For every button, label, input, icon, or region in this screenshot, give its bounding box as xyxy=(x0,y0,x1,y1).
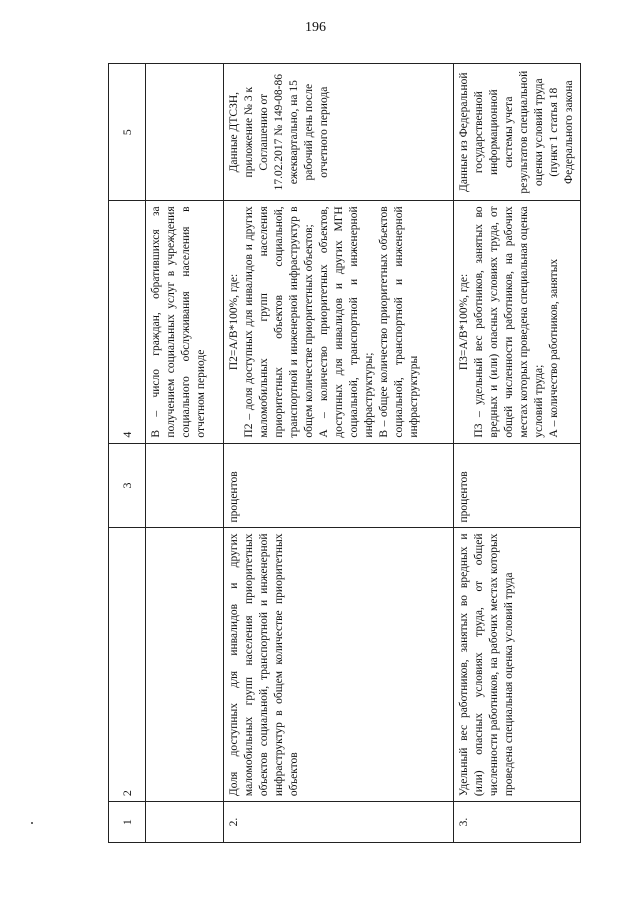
header-col-3: 3 xyxy=(109,443,146,528)
row1-source: Данные ДТСЗН, приложение № 3 к Соглашению от 17.02.2017 № 149-08-86 ежеквартально, на 15 рабочий день после отчетного периода xyxy=(224,64,454,201)
header-col-4: 4 xyxy=(109,201,146,443)
scan-speck xyxy=(31,822,33,824)
row2-def-a: П3 – удельный вес работников, занятых во вредных и (или) опасных условиях труда, от общей численности работников, на рабочих местах которых проведена специальная оценка условий труда; xyxy=(473,206,545,438)
row1-unit: процентов xyxy=(224,443,454,528)
row1-name: Доля доступных для инвалидов и других маломобильных групп населения приоритетных объектов социальной, транспортной и инженерной инфраструктур в общем количестве приоритетных объектов xyxy=(224,528,454,802)
row1-num: 2. xyxy=(224,802,454,843)
table-row xyxy=(454,64,581,843)
rotated-table-container xyxy=(108,63,578,843)
table-row xyxy=(146,64,224,843)
header-col-2: 2 xyxy=(109,528,146,802)
table-row xyxy=(224,64,454,843)
row2-unit: процентов xyxy=(454,443,581,528)
row2-name: Удельный вес работников, занятых во вредных и (или) опасных условиях труда, от общей численности работников, на рабочих местах которых проведена специальная оценка условий труда xyxy=(454,528,581,802)
page-number: 196 xyxy=(305,20,326,35)
indicators-table xyxy=(108,63,581,843)
table-header-row xyxy=(109,64,146,843)
row1-formula: П2=А/В*100%, где: xyxy=(228,273,240,371)
row0-method: В – число граждан, обратившихся за получением социальных услуг в учреждения социального обслуживания населения в отчетном периоде xyxy=(146,201,224,443)
row0-name xyxy=(146,528,224,802)
header-col-5: 5 xyxy=(109,64,146,201)
row1-def-a: П2 – доля доступных для инвалидов и других маломобильных групп населения приоритетных объектов социальной, транспортной и инженерной инфраструктур в общем количестве приоритетных объектов; xyxy=(243,206,315,438)
row2-def-b: А – количество работников, занятых xyxy=(548,258,560,438)
row1-def-b: А – количество приоритетных объектов, доступных для инвалидов и других МГН социальной, транспортной и инженерной инфраструктуры; xyxy=(318,206,375,438)
row0-source xyxy=(146,64,224,201)
row1-def-c: В – общее количество приоритетных объектов социальной, транспортной и инженерной инфраструктуры xyxy=(378,206,420,438)
row2-formula: П3=А/В*100%, где: xyxy=(458,273,470,371)
header-col-1: 1 xyxy=(109,802,146,843)
row2-num: 3. xyxy=(454,802,581,843)
row1-method xyxy=(224,201,454,443)
row2-method xyxy=(454,201,581,443)
row0-unit xyxy=(146,443,224,528)
row2-source: Данные из Федеральной государственной информационной системы учета результатов специальной оценки условий труда (пункт 1 статья 18 Федерального закона xyxy=(454,64,581,201)
row0-num xyxy=(146,802,224,843)
